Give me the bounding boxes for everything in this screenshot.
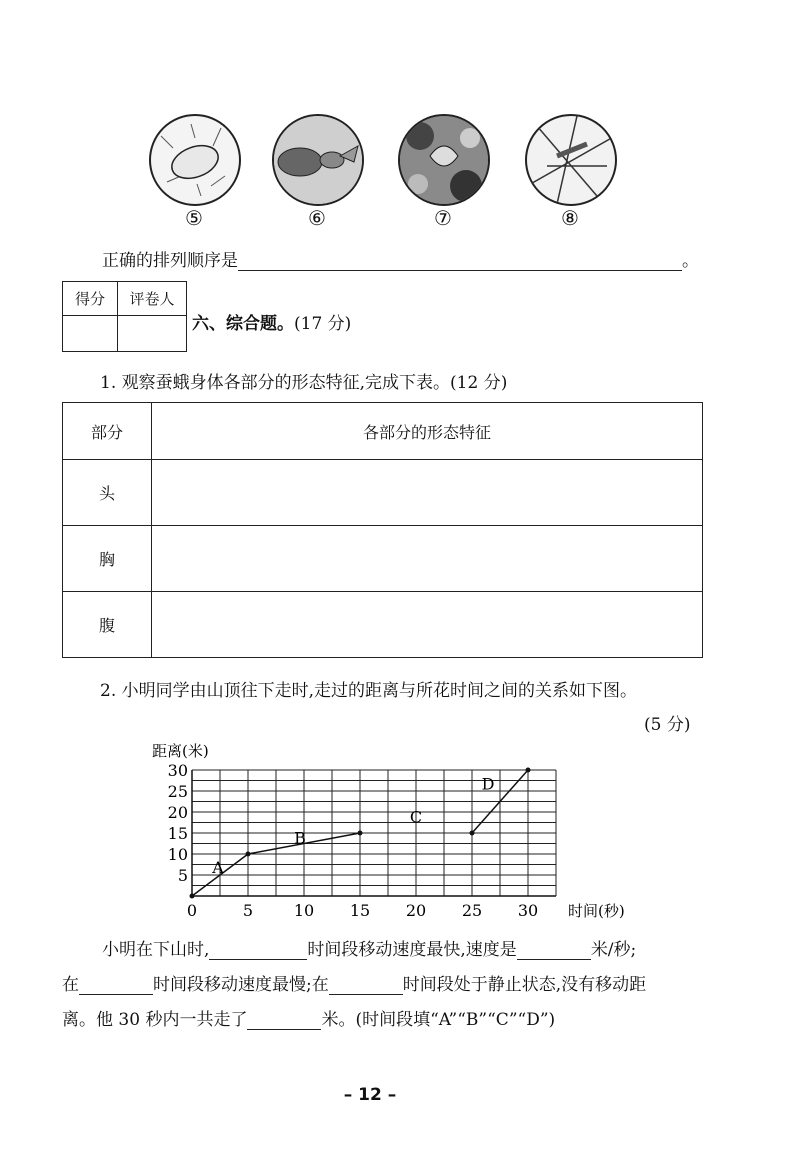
q2-text: 2. 小明同学由山顶往下走时,走过的距离与所花时间之间的关系如下图。 <box>100 681 638 701</box>
picture-label-5: ⑤ <box>185 206 203 230</box>
y-axis-label: 距离(米) <box>152 742 209 760</box>
score-cell[interactable] <box>63 316 118 352</box>
row-label-thorax: 胸 <box>63 526 152 592</box>
section-title: 六、综合题。 <box>192 314 294 334</box>
segment-a-label: A <box>212 858 224 877</box>
segment-c-label: C <box>409 807 423 827</box>
grader-cell[interactable] <box>118 316 187 352</box>
answer-line1-c: 米/秒; <box>590 940 637 960</box>
distance-time-chart <box>140 738 630 928</box>
pupa-picture <box>272 114 364 206</box>
answer-line3-a: 离。他 30 秒内一共走了 <box>62 1010 248 1030</box>
thorax-feature-cell[interactable] <box>152 526 703 592</box>
cocoon-picture <box>149 114 241 206</box>
x-tick-label: 30 <box>517 901 539 920</box>
grader-header: 评卷人 <box>118 282 187 316</box>
feature-table <box>62 402 703 658</box>
larva-picture <box>525 114 617 206</box>
x-tick-label: 20 <box>405 901 427 920</box>
answer-line2-b: 时间段移动速度最慢;在 <box>153 975 329 995</box>
segment-b-label: B <box>294 828 306 848</box>
x-tick-label: 15 <box>349 901 371 920</box>
y-tick-label: 5 <box>177 866 188 885</box>
row-label-abdomen: 腹 <box>63 592 152 658</box>
page-number: – 12 – <box>343 1085 397 1105</box>
score-box <box>62 281 187 352</box>
stationary-segment-blank[interactable] <box>329 976 403 995</box>
y-tick-label: 30 <box>167 761 188 780</box>
score-header: 得分 <box>63 282 118 316</box>
answer-line2-a: 在 <box>62 975 79 995</box>
total-distance-blank[interactable] <box>247 1011 321 1030</box>
data-point <box>526 768 531 773</box>
row-label-head: 头 <box>63 460 152 526</box>
answer-line2-c: 时间段处于静止状态,没有移动距 <box>402 975 647 995</box>
data-point <box>358 831 363 836</box>
order-question-end: 。 <box>682 251 699 271</box>
fastest-segment-blank[interactable] <box>209 941 307 960</box>
abdomen-feature-cell[interactable] <box>152 592 703 658</box>
q1-text: 1. 观察蚕蛾身体各部分的形态特征,完成下表。(12 分) <box>100 373 508 393</box>
x-tick-label: 0 <box>186 901 198 920</box>
order-question-text: 正确的排列顺序是 <box>102 251 238 271</box>
speed-blank[interactable] <box>517 941 591 960</box>
y-tick-label: 25 <box>167 782 188 801</box>
segment-d-label: D <box>481 774 495 794</box>
answer-line3-b: 米。(时间段填“A”“B”“C”“D”) <box>321 1010 556 1030</box>
x-tick-label: 10 <box>293 901 315 920</box>
table-header-part: 部分 <box>63 403 152 460</box>
moth-picture <box>398 114 490 206</box>
data-point <box>470 831 475 836</box>
picture-label-8: ⑧ <box>561 206 579 230</box>
order-answer-blank[interactable] <box>238 252 682 271</box>
answer-line1-b: 时间段移动速度最快,速度是 <box>307 940 517 960</box>
slowest-segment-blank[interactable] <box>79 976 153 995</box>
x-axis-label: 时间(秒) <box>568 902 625 920</box>
y-tick-label: 15 <box>167 824 188 843</box>
section-points: (17 分) <box>294 314 352 334</box>
table-header-feature: 各部分的形态特征 <box>152 403 703 460</box>
x-tick-label: 25 <box>461 901 483 920</box>
answer-line1-a: 小明在下山时, <box>102 940 210 960</box>
head-feature-cell[interactable] <box>152 460 703 526</box>
data-point <box>246 852 251 857</box>
q2-points: (5 分) <box>644 715 691 735</box>
y-tick-label: 20 <box>167 803 188 822</box>
picture-label-7: ⑦ <box>434 206 452 230</box>
y-tick-label: 10 <box>167 845 188 864</box>
data-point <box>190 894 195 899</box>
x-tick-label: 5 <box>242 901 254 920</box>
picture-label-6: ⑥ <box>308 206 326 230</box>
